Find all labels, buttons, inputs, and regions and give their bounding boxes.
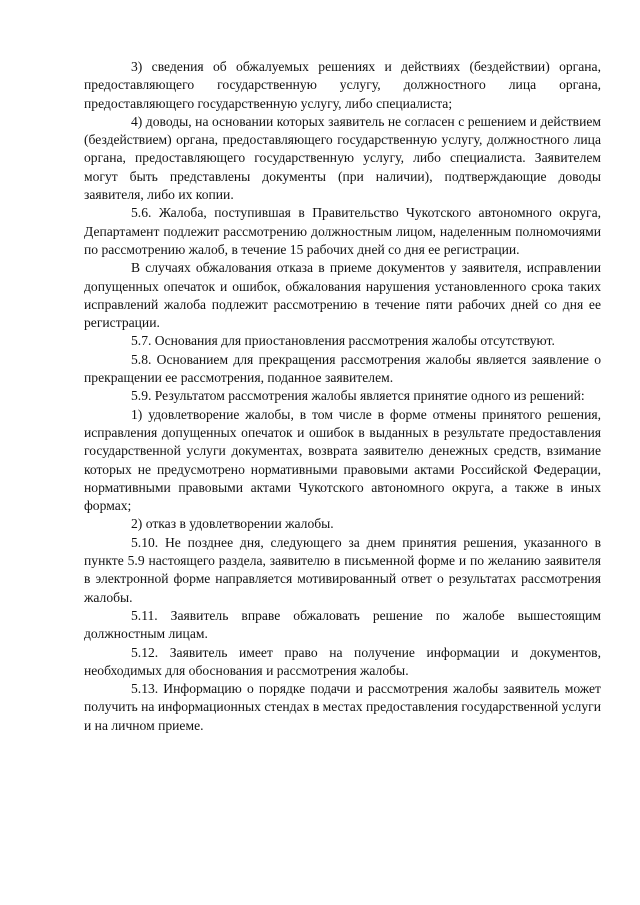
paragraph-item-4-arguments: 4) доводы, на основании которых заявитель не согласен с решением и действием (бездействием) органа, предоставляющего государственную услугу, должностного лица органа, предоставляющего государственную услугу, либо специалиста. Заявителем могут быть представлены документы (при наличии), подтверждающие доводы заявителя, либо их копии.	[84, 113, 601, 203]
document-page	[84, 58, 601, 735]
paragraph-5-7: 5.7. Основания для приостановления рассмотрения жалобы отсутствуют.	[131, 333, 555, 349]
paragraph-5-12: 5.12. Заявитель имеет право на получение информации и документов, необходимых для обоснования и рассмотрения жалобы.	[84, 644, 601, 678]
paragraph-5-10: 5.10. Не позднее дня, следующего за днем принятия решения, указанного в пункте 5.9 настоящего раздела, заявителю в письменной форме и по желанию заявителя в электронной форме направляется мотивированный ответ о результатах рассмотрения жалобы.	[84, 534, 601, 605]
paragraph-5-8: 5.8. Основанием для прекращения рассмотрения жалобы является заявление о прекращении ее рассмотрения, поданное заявителем.	[84, 351, 601, 386]
paragraph-5-11: 5.11. Заявитель вправе обжаловать решение по жалобе вышестоящим должностным лицам.	[84, 607, 601, 642]
paragraph-decision-2: 2) отказ в удовлетворении жалобы.	[131, 516, 334, 532]
paragraph-refusal-appeal: В случаях обжалования отказа в приеме документов у заявителя, исправлении допущенных опечаток и ошибок, обжалования нарушения установленного срока таких исправлений жалоба подлежит рассмотрению в течение пяти рабочих дней со дня ее регистрации.	[84, 260, 601, 331]
paragraph-5-13: 5.13. Информацию о порядке подачи и рассмотрения жалобы заявитель может получить на информационных стендах в местах предоставления государственной услуги и на личном приеме.	[84, 681, 601, 733]
paragraph-decision-1: 1) удовлетворение жалобы, в том числе в форме отмены принятого решения, исправления допущенных опечаток и ошибок в выданных в результате предоставления государственной услуги документах, возврата заявителю денежных средств, взимание которых не предусмотрено нормативными правовыми актами Российской Федерации, нормативными правовыми актами Чукотского автономного округа, а также в иных формах;	[84, 406, 601, 514]
paragraph-5-6: 5.6. Жалоба, поступившая в Правительство Чукотского автономного округа, Департамент подлежит рассмотрению должностным лицом, наделенным полномочиями по рассмотрению жалоб, в течение 15 рабочих дней со дня ее регистрации.	[84, 205, 601, 257]
paragraph-5-9: 5.9. Результатом рассмотрения жалобы является принятие одного из решений:	[131, 388, 585, 404]
paragraph-item-3-complaint-details: 3) сведения об обжалуемых решениях и действиях (бездействии) органа, предоставляющего государственную услугу, должностного лица органа, предоставляющего государственную услугу, либо специалиста;	[84, 59, 601, 111]
